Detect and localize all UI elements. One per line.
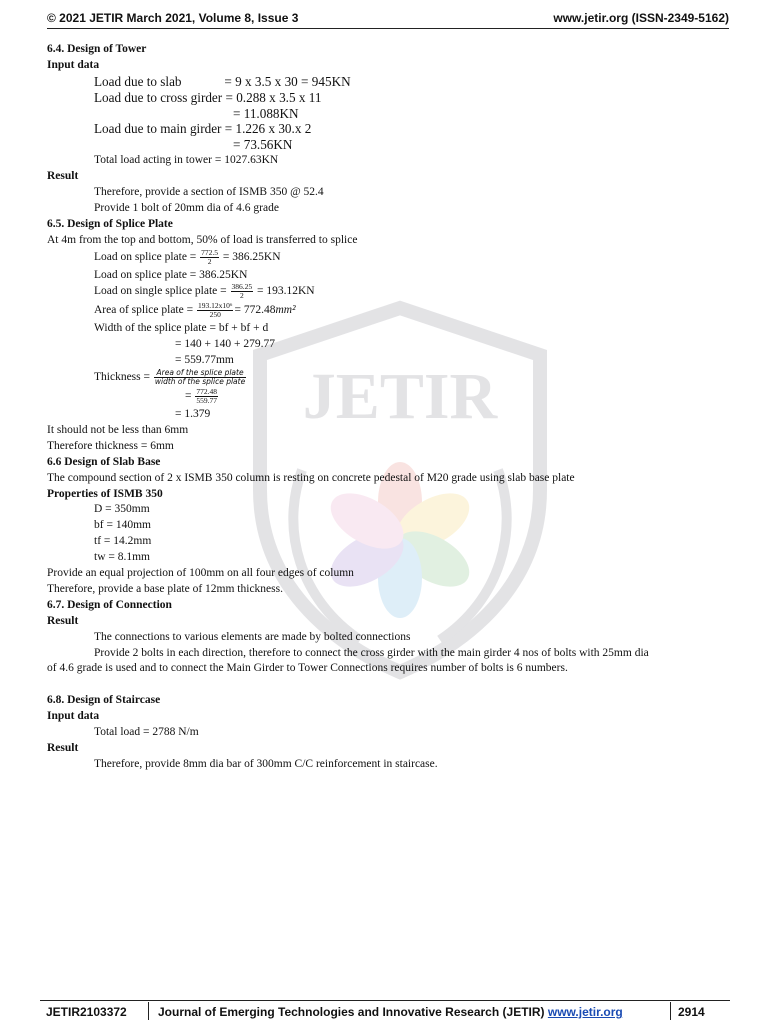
- area-splice-fraction: [197, 302, 234, 319]
- section-heading-staircase: 6.8. Design of Staircase: [47, 694, 161, 707]
- fraction-numerator: 772.5: [201, 247, 219, 257]
- area-splice-label: Area of splice plate =: [94, 304, 194, 317]
- area-splice-result: = 772.48: [234, 304, 276, 317]
- connection-line-1: The connections to various elements are made by bolted connections: [94, 630, 411, 643]
- subheading-result: Result: [47, 614, 79, 627]
- subheading-properties: Properties of ISMB 350: [47, 487, 163, 500]
- thickness-note: It should not be less than 6mm: [47, 424, 189, 437]
- property-d: D = 350mm: [94, 503, 150, 516]
- page-header: [47, 8, 729, 30]
- footer-separator: [148, 1002, 149, 1020]
- load-slab: Load due to slab = 9 x 3.5 x 30 = 945KN: [94, 73, 351, 89]
- tower-result-bolt: Provide 1 bolt of 20mm dia of 4.6 grade: [94, 201, 279, 214]
- spacer: [47, 677, 737, 693]
- single-splice-fraction: [231, 283, 254, 300]
- thickness-equation: [47, 369, 737, 388]
- width-splice-value: = 559.77mm: [175, 354, 234, 367]
- article-body: [47, 42, 737, 773]
- page-footer: [40, 1000, 730, 1022]
- section-heading-splice: 6.5. Design of Splice Plate: [47, 217, 173, 230]
- splice-load-equation: [47, 249, 737, 268]
- fraction-numerator: 772.48: [196, 387, 217, 397]
- tower-result-section: Therefore, provide a section of ISMB 350 @ 52.4: [94, 186, 324, 199]
- property-bf: bf = 140mm: [94, 519, 151, 532]
- fraction-denominator: 2: [207, 256, 212, 266]
- section-heading-connection: 6.7. Design of Connection: [47, 598, 172, 611]
- connection-line-2: Provide 2 bolts in each direction, therefore to connect the cross girder with the main girder 4 nos of bolts with 25mm dia: [94, 646, 649, 659]
- journal-link[interactable]: www.jetir.org: [547, 1005, 623, 1019]
- area-splice-equation: [47, 302, 737, 321]
- splice-load-value: Load on splice plate = 386.25KN: [94, 268, 248, 281]
- section-heading-tower: 6.4. Design of Tower: [47, 43, 147, 55]
- header-website: www.jetir.org (ISSN-2349-5162): [553, 11, 729, 25]
- page-number: 2914: [678, 1005, 705, 1019]
- paper-code: JETIR2103372: [46, 1005, 127, 1019]
- load-main-girder-value: = 73.56KN: [233, 137, 293, 153]
- width-splice-sum: = 140 + 140 + 279.77: [175, 338, 275, 351]
- single-splice-result: = 193.12KN: [257, 285, 315, 298]
- base-plate-text: Therefore, provide a base plate of 12mm thickness.: [47, 582, 283, 595]
- width-splice-formula: Width of the splice plate = bf + bf + d: [94, 322, 269, 335]
- thickness-value-fraction: [195, 388, 218, 405]
- footer-separator: [670, 1002, 671, 1020]
- subheading-result: Result: [47, 170, 79, 183]
- projection-text: Provide an equal projection of 100mm on all four edges of column: [47, 567, 354, 580]
- subheading-input-data: Input data: [47, 710, 100, 723]
- watermark-text: JETIR: [302, 360, 498, 433]
- load-main-girder: Load due to main girder = 1.226 x 30.x 2: [94, 121, 312, 137]
- splice-load-label: Load on splice plate =: [94, 250, 197, 263]
- splice-intro: At 4m from the top and bottom, 50% of load is transferred to splice: [47, 233, 358, 246]
- total-load: Total load acting in tower = 1027.63KN: [94, 154, 279, 167]
- load-cross-girder-value: = 11.088KN: [233, 105, 299, 121]
- property-tw: tw = 8.1mm: [94, 551, 151, 564]
- thickness-result: Therefore thickness = 6mm: [47, 439, 174, 452]
- header-rule: [47, 28, 729, 29]
- thickness-substitution: [47, 388, 737, 407]
- staircase-load: Total load = 2788 N/m: [94, 725, 199, 738]
- slab-base-intro: The compound section of 2 x ISMB 350 column is resting on concrete pedestal of M20 grade using slab base plate: [47, 471, 575, 484]
- connection-line-3: of 4.6 grade is used and to connect the Main Girder to Tower Connections requires number of bolts is 6 numbers.: [47, 662, 568, 675]
- thickness-fraction: [154, 369, 246, 386]
- splice-load-result: = 386.25KN: [222, 250, 281, 263]
- subheading-result: Result: [47, 741, 79, 754]
- area-splice-unit: mm²: [275, 304, 296, 317]
- load-cross-girder: Load due to cross girder = 0.288 x 3.5 x 11: [94, 89, 322, 105]
- single-splice-label: Load on single splice plate =: [94, 285, 227, 298]
- fraction-numerator: 193.12x10⁶: [197, 301, 233, 311]
- equals-sign: =: [185, 390, 192, 403]
- footer-rule: [40, 1000, 730, 1001]
- footer-journal: [158, 1005, 623, 1019]
- fraction-denominator: 559.77: [196, 396, 217, 406]
- single-splice-equation: [47, 283, 737, 302]
- thickness-label: Thickness =: [94, 371, 150, 384]
- property-tf: tf = 14.2mm: [94, 535, 152, 548]
- fraction-denominator: 250: [209, 310, 221, 320]
- fraction-numerator: 386.25: [231, 282, 253, 292]
- subheading-input-data: Input data: [47, 58, 100, 71]
- thickness-value: = 1.379: [175, 408, 211, 421]
- header-journal-info: © 2021 JETIR March 2021, Volume 8, Issue 3: [47, 11, 299, 25]
- fraction-denominator: width of the splice plate: [154, 377, 246, 387]
- fraction-denominator: 2: [239, 291, 244, 301]
- staircase-result: Therefore, provide 8mm dia bar of 300mm C/C reinforcement in staircase.: [94, 757, 438, 770]
- section-heading-slab-base: 6.6 Design of Slab Base: [47, 455, 161, 468]
- splice-load-fraction: [200, 249, 219, 266]
- journal-name: Journal of Emerging Technologies and Innovative Research (JETIR): [158, 1005, 548, 1019]
- fraction-numerator: Area of the splice plate: [154, 369, 246, 378]
